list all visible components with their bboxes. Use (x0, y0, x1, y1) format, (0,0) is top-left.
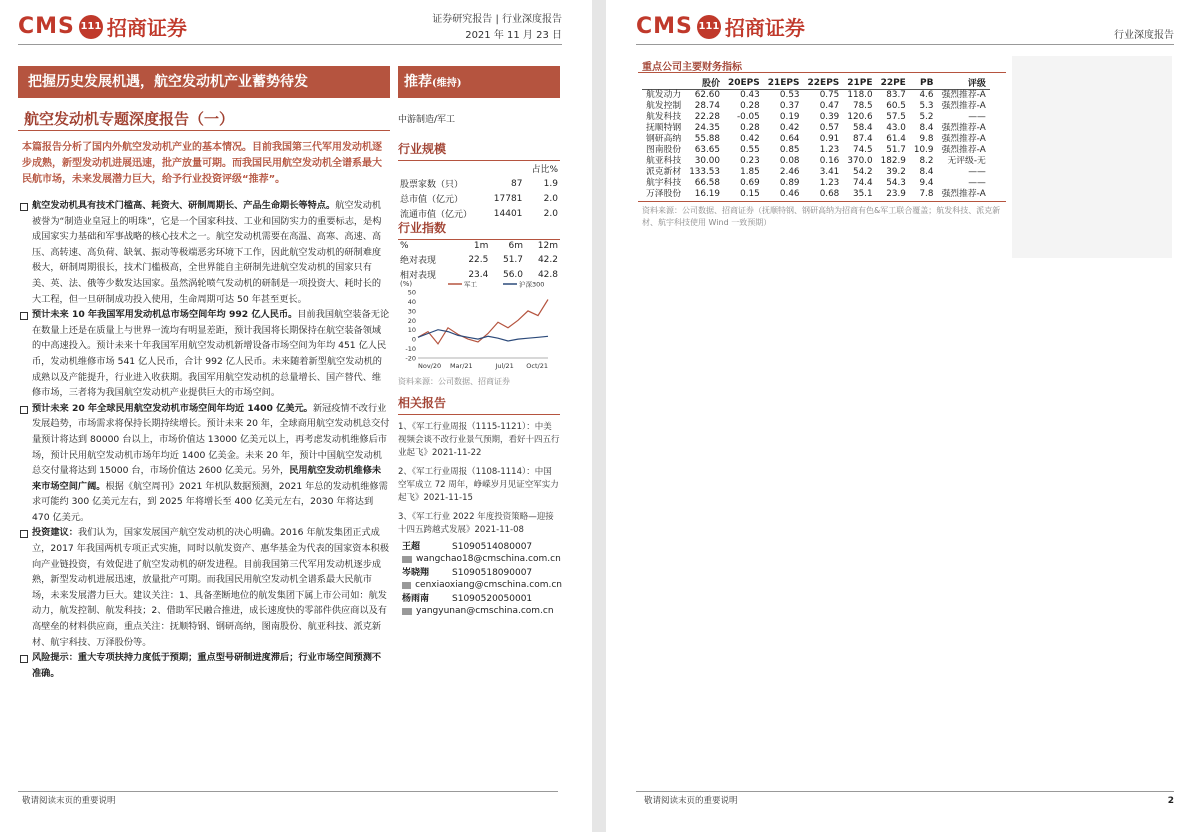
scale-pct: 1.9 (543, 178, 558, 189)
table-cell: 9.4 (919, 178, 934, 188)
page-footer: 敬请阅读末页的重要说明 (644, 796, 738, 806)
table-cell: 0.42 (779, 123, 800, 133)
bullet-list (18, 198, 390, 681)
table-cell: 9.8 (919, 134, 934, 144)
bullet-body: 目前我国航空装备无论在数量上还是在质量上与世界一流均有明显差距，预计我国将长期保持在航空装备领域的中高速投入。预计未来十年我国军用航空发动机新增设备市场空间为年均 451 亿人民币，发动机维修市场 541 亿人民币，合计 992 亿人民币。未来随着新型航空发动机的成熟以及产能提升，行业进入收获期。我国军用航空发动机的总量增长、国产替代、维修市场，三者将为我国航空发动机产业提供巨大的市场空间。 (32, 309, 390, 399)
index-value: 22.5 (468, 254, 489, 265)
scale-value: 14401 (493, 208, 523, 219)
table-row (642, 134, 990, 145)
table-cell: 10.9 (913, 145, 934, 155)
column-header: PB (919, 77, 934, 88)
table-cell: 0.39 (819, 112, 840, 122)
table-cell: 83.7 (886, 90, 906, 100)
table-cell: 0.08 (779, 156, 800, 166)
table-cell: 0.16 (819, 156, 840, 166)
table-cell: 62.60 (694, 90, 720, 100)
table-cell: —— (968, 112, 986, 122)
table-cell: 0.28 (740, 101, 760, 111)
chart-series (418, 300, 548, 344)
column-header: 21PE (847, 77, 873, 88)
cms-logo (18, 12, 187, 41)
table-cell: 0.64 (779, 134, 800, 144)
table-cell: 0.37 (779, 101, 800, 111)
scale-pct: 2.0 (543, 208, 558, 219)
table-cell: 强烈推荐-A (941, 90, 986, 100)
table-cell: 0.15 (740, 189, 760, 199)
table-cell: 强烈推荐-A (941, 101, 986, 111)
table-cell: 7.8 (919, 189, 934, 199)
bullet-body: 新冠疫情不改行业发展趋势，市场需求将保持长期持续增长。预计未来 20 年，全球商用航空发动机总交付量预计将达到 80000 台以上，市场价值达 13000 亿美元以上，再考虑发动机维修后市场，预计民用航空发动机市场年均近 1400 亿美金。未来 20 年，预计中国航空发动机总交付量将达到 15000 台，市场价值达 2600 亿美元。另外， (32, 402, 390, 477)
financials-title: 重点公司主要财务指标 (642, 62, 742, 73)
column-header: 22EPS (807, 77, 840, 88)
company-name: 航发控制 (646, 101, 682, 111)
scale-pct: 2.0 (543, 193, 558, 204)
table-cell: 66.58 (694, 178, 720, 188)
column-header: 20EPS (727, 77, 760, 88)
summary-text: 本篇报告分析了国内外航空发动机产业的基本情况。目前我国第三代军用发动机逐步成熟，新型发动机进展迅速，批产放量可期。而我国民用航空发动机全谱系最大民航市场，未来发展潜力巨大，给予行业投资评级“推荐”。 (22, 142, 382, 185)
table-cell: 28.74 (694, 101, 720, 111)
financials-source: 资料来源：公司数据、招商证券（抚顺特钢、钢研高纳为招商有色&军工联合覆盖；航发科技、派克新材、航宇科技使用 Wind 一致预期） (642, 206, 1001, 227)
scale-header: 占比% (531, 165, 558, 175)
table-cell: 55.88 (694, 134, 720, 144)
table-cell: 强烈推荐-A (941, 189, 986, 199)
table-cell: 1.23 (819, 145, 840, 155)
table-cell: 63.65 (694, 145, 720, 155)
rating-note: (维持) (432, 78, 462, 89)
industry-index-chart (398, 278, 560, 372)
analyst-email-row (402, 605, 562, 617)
analyst-row (402, 541, 562, 553)
scale-value: 17781 (493, 193, 523, 204)
table-row (642, 189, 990, 200)
footer-divider (18, 791, 558, 792)
scale-key: 股票家数（只） (400, 180, 464, 190)
legend-label: 军工 (464, 280, 477, 289)
table-cell: 54.2 (852, 167, 873, 177)
company-name: 万泽股份 (646, 189, 682, 199)
table-cell: 0.91 (819, 134, 840, 144)
table-cell: 61.4 (886, 134, 906, 144)
table-cell: —— (968, 178, 986, 188)
scale-key: 流通市值（亿元） (400, 210, 473, 220)
table-cell: 0.69 (740, 178, 760, 188)
company-name: 抚顺特钢 (646, 123, 682, 133)
related-title: 相关报告 (398, 394, 560, 415)
table-cell: 5.3 (919, 101, 934, 111)
chart-legend (448, 280, 544, 289)
index-value: 51.7 (502, 254, 524, 265)
scale-table (398, 161, 560, 221)
table-row (398, 252, 560, 267)
header-date: 2021 年 11 月 23 日 (465, 30, 562, 41)
table-cell: 58.4 (852, 123, 873, 133)
analyst-row (402, 593, 562, 605)
column-header (642, 76, 685, 90)
column-header: 21EPS (767, 77, 800, 88)
y-tick-label: 50 (407, 288, 416, 297)
table-cell: 0.85 (779, 145, 800, 155)
logo-cn-text: 招商证券 (724, 16, 805, 40)
analyst-name: 杨雨南 (402, 594, 430, 604)
scale-value: 87 (510, 178, 523, 189)
header-category: 证券研究报告 | 行业深度报告 (432, 14, 562, 25)
page-header (432, 12, 562, 44)
table-cell: 23.9 (886, 189, 906, 199)
bullet-item (18, 525, 390, 650)
table-cell: 0.43 (740, 90, 760, 100)
table-cell: 133.53 (689, 167, 720, 177)
table-cell: 1.23 (819, 178, 840, 188)
table-row (642, 145, 990, 156)
related-item: 3、《军工行业 2022 年度投资策略—迎接十四五跨越式发展》2021-11-08 (398, 512, 554, 535)
related-item: 2、《军工行业周报（1108-1114）：中国空军成立 72 周年，峥嵘岁月见证空军实力起飞》2021-11-15 (398, 467, 559, 503)
y-tick-label: 30 (407, 307, 416, 316)
analyst-row (402, 567, 562, 579)
index-header: 6m (508, 241, 524, 251)
x-tick-label: Mar/21 (449, 362, 473, 370)
table-cell: 60.5 (886, 101, 906, 111)
column-header: 股价 (701, 79, 720, 89)
bullet-head: 预计未来 20 年全球民用航空发动机市场空间年均近 1400 亿美元。 (32, 402, 313, 414)
chart-source: 资料来源：公司数据、招商证券 (398, 377, 510, 386)
analyst-id: S1090518090007 (452, 568, 533, 578)
table-cell: 0.47 (819, 101, 840, 111)
company-name: 派克新材 (646, 167, 682, 177)
table-cell: 0.68 (819, 189, 840, 199)
bullet-head: 预计未来 10 年我国军用发动机总市场空间年均 992 亿人民币。 (32, 309, 298, 321)
x-tick-label: Oct/21 (526, 362, 548, 370)
scale-key: 总市值（亿元） (400, 195, 464, 205)
table-cell: 8.2 (919, 156, 934, 166)
index-key: 相对表现 (400, 271, 437, 281)
company-name: 航发科技 (646, 112, 682, 122)
table-cell: 8.4 (919, 167, 934, 177)
page-1 (0, 0, 592, 832)
bullet-item (18, 401, 390, 526)
table-cell: 24.35 (694, 123, 720, 133)
series-line-1 (418, 330, 548, 341)
logo-badge-icon: 111 (697, 15, 721, 39)
index-key: 绝对表现 (400, 256, 437, 266)
index-header: 12m (537, 241, 558, 251)
analyst-list (402, 541, 562, 619)
bullet-head: 投资建议： (32, 527, 78, 539)
analyst-email-row (402, 579, 562, 591)
table-cell: 74.5 (852, 145, 873, 155)
company-name: 图南股份 (646, 145, 682, 155)
bullet-head: 航空发动机具有技术门槛高、耗资大、研制周期长、产品生命期长等特点。 (32, 200, 336, 211)
table-cell: 强烈推荐-A (941, 145, 986, 155)
index-value: 42.8 (537, 269, 558, 280)
y-tick-label: -10 (405, 345, 416, 354)
financials-bottom-divider (638, 201, 1006, 202)
page-footer: 敬请阅读末页的重要说明 (22, 796, 116, 806)
page-2 (606, 0, 1198, 832)
title-divider (18, 130, 390, 131)
table-cell: 1.85 (740, 167, 760, 177)
table-cell: 22.28 (694, 112, 720, 122)
y-tick-label: 0 (411, 335, 416, 344)
index-value: 56.0 (502, 269, 524, 280)
table-cell: 57.5 (886, 112, 906, 122)
table-cell: 3.41 (819, 167, 840, 177)
table-row (398, 191, 560, 206)
table-header-row (642, 76, 990, 90)
logo-cn-text: 招商证券 (106, 16, 187, 40)
table-row (642, 167, 990, 178)
related-reports-section (398, 394, 560, 543)
table-cell: 强烈推荐-A (941, 123, 986, 133)
table-cell: 0.89 (779, 178, 800, 188)
company-name: 航发动力 (646, 90, 682, 100)
table-cell: 0.55 (740, 145, 760, 155)
table-row (642, 112, 990, 123)
page-number: 2 (1167, 796, 1174, 806)
y-tick-label: 20 (407, 316, 416, 325)
table-cell: 0.75 (819, 90, 840, 100)
bullet-body: 航空发动机被誉为“制造业皇冠上的明珠”，它是一个国家科技、工业和国防实力的重要标志，是构成国家实力基础和军事战略的核心技术之一。航空发动机需要在高温、高寒、高速、高压、高转速、高负荷、缺氧、振动等极端恶劣环境下工作，因此航空发动机的研制难度极大，研制周期很长，技术门槛极高，全世界能自主研制先进航空发动机的国家只有美、英、法、俄等少数发达国家。虽然涡轮喷气发动机的研制是一项投资大、耗时长的大工程，但一旦研制成功投入使用，生命周期可达 50 年甚至更长。 (32, 200, 382, 305)
table-cell: 54.3 (886, 178, 906, 188)
legend-label: 沪深300 (519, 280, 545, 289)
blank-panel (1012, 56, 1172, 258)
x-tick-label: Nov/20 (418, 362, 442, 370)
company-name: 钢研高纳 (646, 134, 682, 144)
bullet-bold-inline: 民用航空发动机维修未来市场空间广阔。 (32, 465, 382, 492)
table-cell: 0.57 (819, 123, 840, 133)
table-cell: 0.46 (779, 189, 800, 199)
index-header: 1m (473, 241, 489, 251)
analyst-name: 岑晓翔 (402, 568, 430, 578)
table-cell: 120.6 (847, 112, 873, 122)
table-cell: 0.23 (740, 156, 760, 166)
industry-scale-section (398, 140, 560, 221)
column-header: 评级 (967, 79, 986, 89)
table-cell: 0.42 (740, 134, 760, 144)
table-cell: 16.19 (694, 189, 720, 199)
industry-index-section (398, 219, 560, 282)
table-cell: 78.5 (852, 101, 873, 111)
cms-logo (636, 12, 805, 41)
index-value: 23.4 (468, 269, 489, 280)
table-cell: 8.4 (919, 123, 934, 133)
table-cell: 0.28 (740, 123, 760, 133)
bullet-item (18, 198, 390, 307)
chart-ylabel: (%) (400, 280, 413, 288)
rating-banner (398, 66, 560, 98)
analyst-email[interactable]: wangchao18@cmschina.com.cn (416, 554, 561, 564)
bullet-item (18, 650, 390, 681)
financials-table (642, 76, 990, 200)
scale-title: 行业规模 (398, 140, 560, 161)
table-cell: —— (968, 167, 986, 177)
column-header: 22PE (880, 77, 906, 88)
mail-icon (402, 608, 412, 615)
table-cell: 强烈推荐-A (941, 134, 986, 144)
logo-cms-text: CMS (636, 14, 693, 39)
table-cell: 51.7 (886, 145, 906, 155)
table-row (642, 123, 990, 134)
analyst-name: 王超 (402, 542, 421, 552)
rating-label: 推荐 (404, 74, 432, 90)
logo-cms-text: CMS (18, 14, 75, 39)
page-header: 行业深度报告 (1114, 30, 1174, 41)
logo-badge-icon: 111 (79, 15, 103, 39)
table-cell: 5.2 (919, 112, 934, 122)
analyst-id: S1090520050001 (452, 594, 533, 604)
analyst-id: S1090514080007 (452, 542, 533, 552)
footer-divider (636, 791, 1174, 792)
table-cell: 87.4 (852, 134, 873, 144)
index-header: % (400, 241, 409, 251)
company-name: 航亚科技 (646, 156, 682, 166)
table-row (642, 156, 990, 167)
report-title: 航空发动机专题深度报告（一） (24, 110, 235, 128)
chart-x-axis (418, 358, 548, 370)
analyst-email-row (402, 553, 562, 565)
y-tick-label: 10 (407, 326, 416, 335)
table-cell: 370.0 (847, 156, 873, 166)
table-cell: 118.0 (847, 90, 873, 100)
table-row (398, 176, 560, 191)
table-cell: 4.6 (919, 90, 934, 100)
bullet-item (18, 307, 390, 401)
y-tick-label: -20 (405, 354, 416, 363)
bullet-head: 风险提示：重大专项扶持力度低于预期；重点型号研制进度滞后；行业市场空间预测不准确。 (32, 652, 382, 679)
table-row (642, 178, 990, 189)
company-name: 航宇科技 (646, 178, 682, 188)
index-title: 行业指数 (398, 219, 560, 240)
financials-top-divider (638, 72, 1006, 73)
bullet-body-2: 根据《航空周刊》2021 年机队数据预测，2021 年总的发动机维修需求可能约 300 亿美元左右，到 2025 年将增长至 400 亿美元左右，2030 年将达到 470 亿美元。 (32, 480, 388, 523)
table-cell: 39.2 (886, 167, 906, 177)
table-row (642, 101, 990, 112)
headline-banner: 把握历史发展机遇，航空发动机产业蓄势待发 (18, 66, 390, 98)
mail-icon (402, 582, 411, 589)
table-cell: 2.46 (779, 167, 800, 177)
table-cell: -0.05 (736, 112, 760, 122)
table-cell: 30.00 (694, 156, 720, 166)
bullet-body: 我们认为，国家发展国产航空发动机的决心明确。2016 年航发集团正式成立，2017 年我国两机专项正式实施，同时以航发资产、惠华基金为代表的国家资本积极向产业链投资，有效促进了航空发动机的研发进程。目前我国第三代军用发动机逐步成熟，新型发动机进展迅速，放量批产可期。而我国民用航空发动机全谱系最大民航市场，未来发展潜力巨大。建议关注：1、具备垄断地位的航发集团下属上市公司如：航发动力，航发控制、航发科技；2、借助军民融合推进，成长速度快的零部件供应商以及有高壁垒的材料供应商，重点关注：抚顺特钢、钢研高纳，图南股份、航亚科技、派克新材、航宇科技、万泽股份等。 (32, 527, 390, 648)
table-cell: 0.19 (779, 112, 800, 122)
index-value: 42.2 (537, 254, 558, 265)
mail-icon (402, 556, 412, 563)
table-cell: 43.0 (886, 123, 906, 133)
related-item: 1、《军工行业周报（1115-1121）：中美视频会谈不改行业景气预期，看好十四五行业起飞》2021-11-22 (398, 422, 560, 458)
x-tick-label: Jul/21 (495, 362, 514, 370)
header-divider (636, 44, 1174, 45)
analyst-email[interactable]: cenxiaoxiang@cmschina.com.cn (415, 580, 562, 590)
table-cell: 无评级-无 (947, 156, 986, 166)
table-cell: 0.53 (779, 90, 800, 100)
table-row (642, 90, 990, 102)
index-table (398, 240, 560, 282)
sector-label: 中游制造/军工 (398, 115, 456, 125)
table-cell: 182.9 (880, 156, 906, 166)
header-divider (18, 44, 562, 45)
chart-y-axis (405, 289, 416, 363)
y-tick-label: 40 (407, 297, 416, 306)
analyst-email[interactable]: yangyunan@cmschina.com.cn (416, 606, 554, 616)
table-cell: 74.4 (852, 178, 873, 188)
table-cell: 35.1 (852, 189, 873, 199)
related-list (398, 421, 560, 537)
